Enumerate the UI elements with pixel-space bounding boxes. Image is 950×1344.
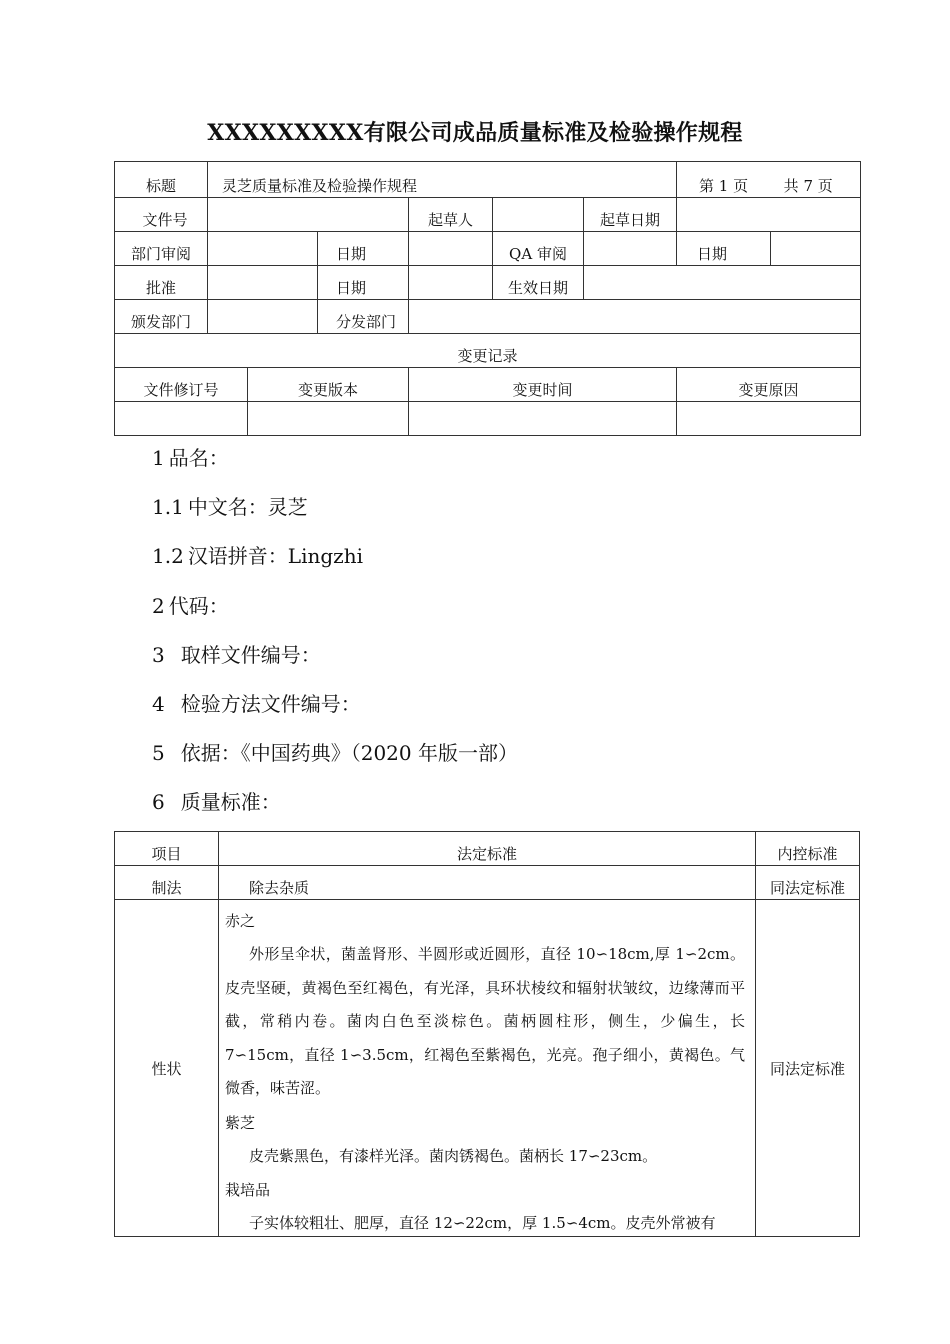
table-row: [115, 900, 860, 1237]
section-number: 6: [152, 790, 165, 815]
date-value-1: [409, 232, 493, 266]
title-value: 灵芝质量标准及检验操作规程: [222, 177, 418, 195]
issue-dept-value: [208, 300, 318, 334]
title-label: 标题: [145, 177, 176, 195]
col-header-legal: 法定标准: [456, 845, 517, 863]
section-number: 2: [152, 593, 165, 618]
trait-paragraph: 子实体较粗壮、肥厚，直径 12∽22cm，厚 1.5∽4cm。皮壳外常被有: [249, 1214, 716, 1232]
date-value-2: [771, 232, 861, 266]
table-row: [115, 866, 860, 900]
section-text: 品名：: [168, 446, 229, 470]
dept-review-label: 部门审阅: [130, 245, 191, 263]
approve-label: 批准: [145, 279, 176, 297]
section-heading: [152, 538, 518, 587]
trait-subtitle: 栽培品: [225, 1181, 271, 1199]
trait-subtitle: 紫芝: [225, 1113, 256, 1132]
quality-standard-table: [114, 831, 860, 1237]
date-label-3: 日期: [336, 279, 367, 297]
approve-value: [208, 266, 318, 300]
change-col-revision: 文件修订号: [143, 381, 219, 399]
effective-date-label: 生效日期: [507, 279, 568, 297]
section-heading: [152, 637, 518, 686]
issue-dept-label: 颁发部门: [130, 313, 191, 331]
trait-paragraph: 外形呈伞状，菌盖肾形、半圆形或近圆形，直径 10∽18cm,厚 1∽2cm。皮壳坚硬，黄褐色至红褐色，有光泽，具环状棱纹和辐射状皱纹，边缘薄而平截，常稍内卷。菌肉白色至淡棕色。菌柄圆柱形，侧生，少偏生，长 7∽15cm，直径 1∽3.5cm，红褐色至紫褐色，光亮。孢子细小，黄褐色。气微香，味苦涩。: [225, 945, 745, 1097]
section-number: 5: [152, 741, 165, 766]
date-label-1: 日期: [336, 245, 367, 263]
qa-review-label: QA 审阅: [509, 245, 567, 263]
effective-date-value: [584, 266, 861, 300]
change-reason-value: [677, 402, 861, 436]
draft-date-value: [677, 198, 861, 232]
section-heading: [152, 686, 518, 735]
row-item: 制法: [151, 879, 182, 897]
trait-subtitle: 赤之: [225, 912, 256, 930]
row-legal: 除去杂质: [249, 879, 310, 897]
drafter-label: 起草人: [427, 211, 473, 229]
col-header-item: 项目: [151, 845, 182, 863]
document-header-table: [114, 161, 861, 436]
dept-review-value: [208, 232, 318, 266]
section-text: 检验方法文件编号：: [180, 691, 361, 716]
section-number: 1.1: [152, 495, 184, 520]
section-number: 1.2: [152, 544, 184, 569]
document-title: XXXXXXXXX有限公司成品质量标准及检验操作规程: [207, 120, 743, 146]
row-item: 性状: [151, 1059, 182, 1078]
section-heading: [152, 440, 518, 489]
section-text: 汉语拼音：Lingzhi: [187, 544, 363, 569]
change-col-version: 变更版本: [297, 381, 358, 399]
page-current: 第 1 页: [699, 177, 749, 195]
distribute-dept-label: 分发部门: [336, 313, 397, 331]
section-heading: [152, 489, 518, 538]
change-revision-value: [115, 402, 248, 436]
change-col-time: 变更时间: [512, 381, 573, 399]
section-text: 依据：《中国药典》（2020 年版一部）: [180, 741, 518, 766]
change-version-value: [248, 402, 409, 436]
distribute-dept-value: [409, 300, 861, 334]
section-text: 质量标准：: [180, 790, 281, 815]
section-list: [152, 440, 518, 834]
section-number: 4: [152, 691, 165, 716]
col-header-internal: 内控标准: [777, 845, 838, 863]
date-value-3: [409, 266, 493, 300]
doc-no-label: 文件号: [142, 211, 188, 229]
section-text: 代码：: [168, 593, 229, 618]
drafter-value: [493, 198, 584, 232]
change-col-reason: 变更原因: [738, 381, 799, 399]
page-total: 共 7 页: [783, 177, 833, 195]
section-heading: [152, 735, 518, 784]
trait-paragraph: 皮壳紫黑色，有漆样光泽。菌肉锈褐色。菌柄长 17∽23cm。: [249, 1146, 658, 1165]
section-heading: [152, 588, 518, 637]
date-label-2: 日期: [697, 245, 728, 263]
qa-review-value: [584, 232, 677, 266]
section-number: 1: [152, 446, 165, 470]
section-number: 3: [152, 642, 165, 667]
change-time-value: [409, 402, 677, 436]
section-heading: [152, 784, 518, 833]
section-text: 取样文件编号：: [180, 642, 321, 667]
doc-no-value: [208, 198, 409, 232]
section-text: 中文名：灵芝: [187, 495, 308, 520]
draft-date-label: 起草日期: [600, 211, 661, 229]
row-internal: 同法定标准: [769, 879, 845, 897]
change-record-label: 变更记录: [457, 347, 518, 365]
row-internal: 同法定标准: [769, 1059, 845, 1078]
